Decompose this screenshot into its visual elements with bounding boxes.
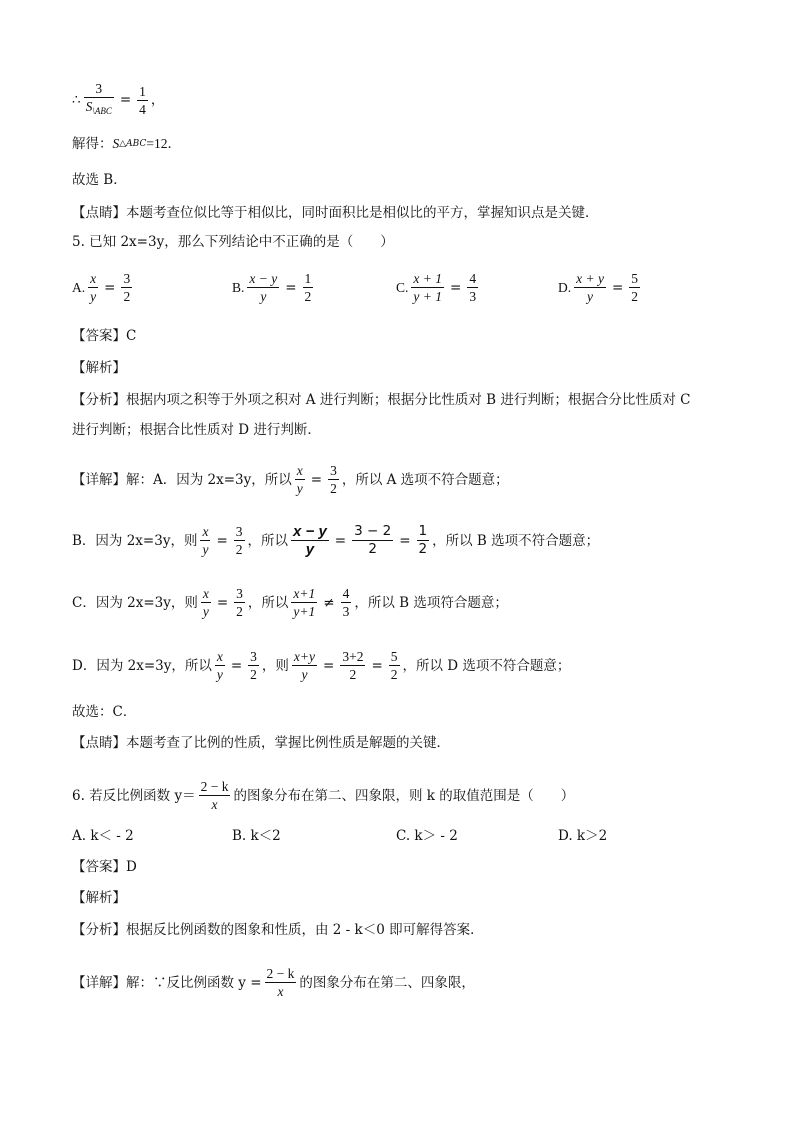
analysis-heading-6: 【解析】 bbox=[72, 890, 126, 906]
detail-b-line: B．因为 2x=3y，则 $\frac{x}{y}$ = $\frac{3}{2}$ ，所以 $\frac{x - y}{y}$ = $\frac{3 - 2}{2}$ = $\frac{1}{2}$ ，所以 B 选项不符合题意； bbox=[72, 523, 600, 558]
solution-line bbox=[72, 134, 181, 154]
choose-line: 故选 B． bbox=[72, 172, 127, 188]
option-a[interactable]: A. k＜ - 2 bbox=[72, 828, 134, 844]
comma: ， bbox=[150, 92, 165, 108]
option-a[interactable]: A. $\frac{x}{y}$ = $\frac{3}{2}$ bbox=[72, 271, 131, 304]
comment-line-5: 【点睛】本题考查了比例的性质，掌握比例性质是解题的关键． bbox=[72, 735, 450, 751]
solution-label: 解得： bbox=[72, 136, 113, 152]
detail-6-line: 【详解】解：∵反比例函数 y = $\frac{2 - k}{x}$ 的图象分布在第二、四象限， bbox=[72, 966, 475, 999]
area-subscript: △ABC bbox=[119, 139, 147, 149]
option-d[interactable]: D. $\frac{x + y}{y}$ = $\frac{5}{2}$ bbox=[558, 271, 639, 304]
answer-6: 【答案】D bbox=[72, 859, 137, 875]
denominator: $S_{\backslash ABC}$ bbox=[85, 99, 112, 116]
fraction bbox=[84, 80, 114, 120]
equals-sign: = bbox=[119, 92, 132, 108]
numerator: 1 bbox=[139, 83, 146, 99]
detail-d-line: D．因为 2x=3y，所以 $\frac{x}{y}$ = $\frac{3}{2}$ ，则 $\frac{x+y}{y}$ = $\frac{3+2}{2}$ = $\frac{5}{2}$ ，所以 D 选项不符合题意； bbox=[72, 649, 571, 682]
therefore-symbol: ∴ bbox=[72, 92, 81, 108]
option-b[interactable]: B. $\frac{x - y}{y}$ = $\frac{1}{2}$ bbox=[232, 271, 312, 304]
question-5-options bbox=[72, 270, 722, 310]
area-value: =12． bbox=[146, 136, 181, 151]
question-5-stem: 5. 已知 2x=3y，那么下列结论中不正确的是（ ） bbox=[72, 234, 394, 250]
option-b[interactable]: B. k＜2 bbox=[232, 828, 281, 844]
choose-line-5: 故选：C． bbox=[72, 704, 137, 720]
area-symbol: S bbox=[112, 136, 120, 151]
numerator: 3 bbox=[95, 81, 103, 96]
option-c[interactable]: C. k＞ - 2 bbox=[396, 828, 458, 844]
analysis-heading-5: 【解析】 bbox=[72, 360, 126, 376]
option-d[interactable]: D. k＞2 bbox=[558, 828, 608, 844]
detail-c-line: C．因为 2x=3y，则 $\frac{x}{y}$ = $\frac{3}{2}$ ，所以 $\frac{x+1}{y+1}$ ≠ $\frac{4}{3}$ ，所以 B 选项符合题意； bbox=[72, 586, 508, 619]
comment-line: 【点睛】本题考查位似比等于相似比，同时面积比是相似比的平方，掌握知识点是关键． bbox=[72, 205, 599, 221]
analysis-5-line-2: 进行判断；根据合比性质对 D 进行判断． bbox=[72, 422, 321, 438]
fraction bbox=[137, 83, 148, 118]
answer-5: 【答案】C bbox=[72, 328, 137, 344]
equation-line-1 bbox=[72, 80, 164, 120]
denominator: 4 bbox=[139, 101, 146, 117]
option-c[interactable]: C. $\frac{x + 1}{y + 1}$ = $\frac{4}{3}$ bbox=[396, 271, 477, 304]
detail-a-line: 【详解】解：A．因为 2x=3y，所以 $\frac{x}{y}$ = $\frac{3}{2}$ ，所以 A 选项不符合题意； bbox=[72, 463, 509, 496]
analysis-5-line-1: 【分析】根据内项之积等于外项之积对 A 进行判断；根据分比性质对 B 进行判断；根据合分比性质对 C bbox=[72, 392, 691, 408]
question-6-stem: 6. 若反比例函数 y＝ $\frac{2 - k}{x}$ 的图象分布在第二、四象限，则 k 的取值范围是（ ） bbox=[72, 779, 575, 812]
analysis-6: 【分析】根据反比例函数的图象和性质，由 2 - k＜0 即可解得答案． bbox=[72, 922, 484, 938]
question-6-options bbox=[72, 826, 722, 846]
